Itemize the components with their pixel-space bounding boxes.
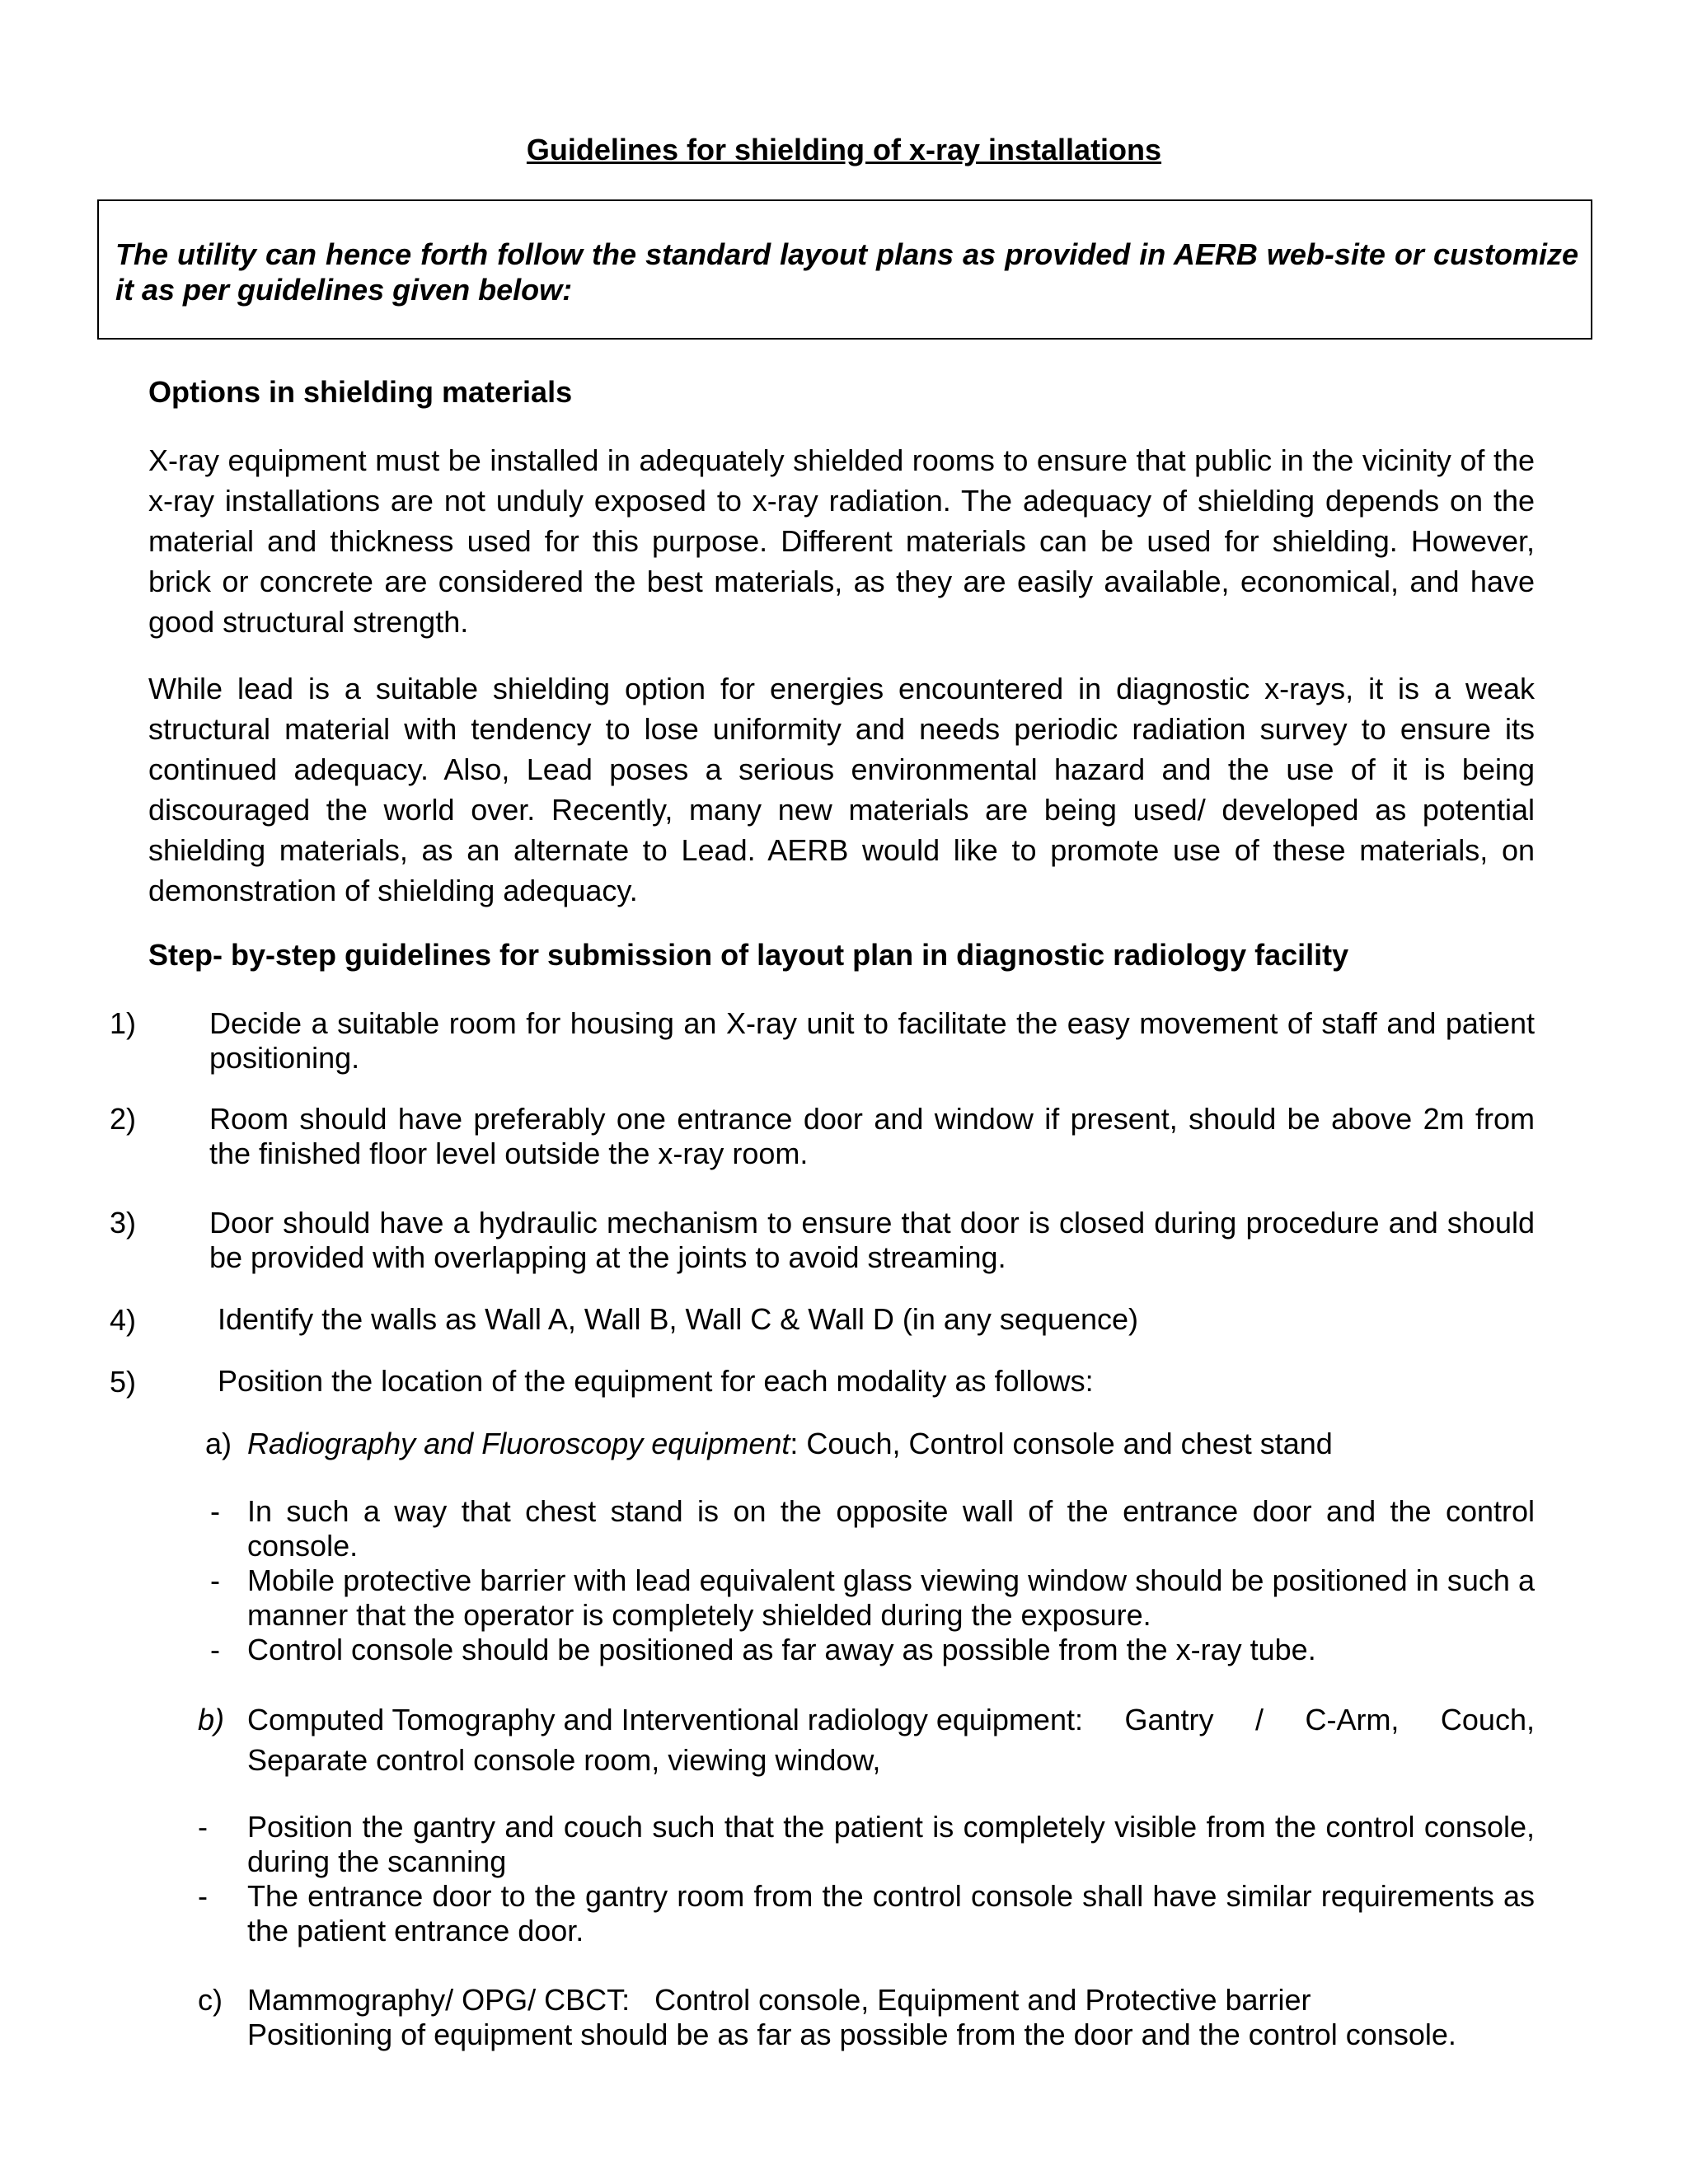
paragraph-1: X-ray equipment must be installed in adequately shielded rooms to ensure that public in the vicinity of the x-ray installations are not unduly exposed to x-ray radiation. The adequacy of shielding depends on the material and thickness used for this purpose. Different materials can be used for shielding. However, brick or concrete are considered the best materials, as they are easily available, economical, and have good structural strength. — [148, 443, 1535, 639]
sub-b-line1 — [247, 1703, 1535, 1737]
bullet-dash: - — [210, 1633, 220, 1666]
section-heading-options: Options in shielding materials — [148, 375, 573, 409]
sub-b-line2: Separate control console room, viewing window, — [247, 1743, 881, 1777]
bullet-dash: - — [198, 1810, 208, 1844]
section-heading-steps: Step- by-step guidelines for submission of layout plan in diagnostic radiology facility — [148, 938, 1349, 972]
sub-b-part: Gantry — [1124, 1703, 1214, 1736]
notice-text: The utility can hence forth follow the standard layout plans as provided in AERB web-site or customize it as per guidelines given below: — [115, 237, 1578, 307]
sub-a-italic: Radiography and Fluoroscopy equipment — [247, 1427, 790, 1460]
sub-c-line1: Mammography/ OPG/ CBCT: Control console, Equipment and Protective barrier — [247, 1983, 1311, 2017]
sub-b-part: Computed Tomography and Interventional radiology equipment: — [247, 1703, 1083, 1736]
sub-b-label: b) — [198, 1703, 225, 1736]
sub-b-part: / — [1254, 1703, 1264, 1736]
sub-a-heading — [247, 1427, 1535, 1461]
sub-a-bullet: In such a way that chest stand is on the opposite wall of the entrance door and the control console. — [247, 1494, 1535, 1563]
sub-a-label: a) — [205, 1427, 232, 1460]
step-number: 1) — [110, 1006, 137, 1040]
step-text: Decide a suitable room for housing an X-ray unit to facilitate the easy movement of staff and patient positioning. — [209, 1006, 1535, 1075]
bullet-dash: - — [210, 1563, 220, 1597]
notice-box — [97, 199, 1592, 340]
paragraph-2: While lead is a suitable shielding option for energies encountered in diagnostic x-rays, it is a weak structural material with tendency to lose uniformity and needs periodic radiation survey to ensure its continued adequacy. Also, Lead poses a serious environmental hazard and the use of it is being discouraged the world over. Recently, many new materials are being used/ developed as potential shielding materials, as an alternate to Lead. AERB would like to promote use of these materials, on demonstration of shielding adequacy. — [148, 672, 1535, 907]
step-number: 5) — [110, 1365, 137, 1399]
sub-a-rest: : Couch, Control console and chest stand — [790, 1427, 1333, 1460]
step-number: 3) — [110, 1206, 137, 1240]
sub-b-part: C-Arm, — [1305, 1703, 1400, 1736]
step-text: Door should have a hydraulic mechanism to ensure that door is closed during procedure and should be provided with overlapping at the joints to avoid streaming. — [209, 1206, 1535, 1274]
sub-b-bullet: The entrance door to the gantry room from the control console shall have similar requirements as the patient entrance door. — [247, 1879, 1535, 1947]
sub-a-bullet: Mobile protective barrier with lead equivalent glass viewing window should be positioned in such a manner that the operator is completely shielded during the exposure. — [247, 1563, 1535, 1632]
bullet-dash: - — [198, 1879, 208, 1913]
document-title: Guidelines for shielding of x-ray installations — [526, 133, 1162, 166]
sub-b-part: Couch, — [1440, 1703, 1535, 1736]
sub-c-line2: Positioning of equipment should be as far as possible from the door and the control console. — [247, 2018, 1456, 2051]
step-text: Room should have preferably one entrance door and window if present, should be above 2m from the finished floor level outside the x-ray room. — [209, 1102, 1535, 1170]
step-number: 2) — [110, 1102, 137, 1136]
sub-c-label: c) — [198, 1983, 223, 2017]
sub-a-bullet: Control console should be positioned as far away as possible from the x-ray tube. — [247, 1633, 1316, 1666]
step-number: 4) — [110, 1303, 137, 1337]
bullet-dash: - — [210, 1494, 220, 1528]
sub-b-bullet: Position the gantry and couch such that the patient is completely visible from the control console, during the scanning — [247, 1810, 1535, 1878]
step-text: Identify the walls as Wall A, Wall B, Wall C & Wall D (in any sequence) — [218, 1302, 1139, 1336]
step-text: Position the location of the equipment for each modality as follows: — [218, 1364, 1094, 1398]
